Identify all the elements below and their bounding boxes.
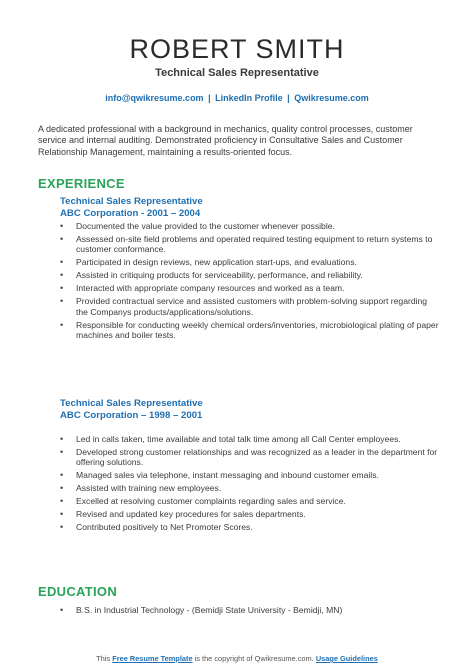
bullet-icon: • xyxy=(60,496,64,507)
bullet-icon: • xyxy=(60,470,64,481)
experience-heading: EXPERIENCE xyxy=(38,176,125,191)
list-item: • Documented the value provided to the customer whenever possible. xyxy=(60,221,335,231)
job-bullets xyxy=(60,434,440,533)
usage-guidelines-link[interactable]: Usage Guidelines xyxy=(315,654,378,663)
bullet-icon: • xyxy=(60,221,64,231)
website-link[interactable]: Qwikresume.com xyxy=(294,93,369,103)
list-item: • Managed sales via telephone, instant messaging and inbound customer emails. xyxy=(60,470,379,481)
bullet-icon: • xyxy=(60,257,64,268)
list-item: • Assisted in critiquing products for serviceability, performance, and reliability. xyxy=(60,270,363,281)
list-item: • Contributed positively to Net Promoter Scores. xyxy=(60,522,253,533)
education-entry xyxy=(60,605,440,618)
job-company: ABC Corporation - 2001 – 2004 xyxy=(60,208,201,219)
bullet-icon: • xyxy=(60,605,64,615)
list-item: • Participated in design reviews, new application start-ups, and evaluations. xyxy=(60,257,357,268)
resume-header xyxy=(0,0,474,104)
job-title: Technical Sales Representative xyxy=(60,196,203,207)
education-list xyxy=(60,605,440,615)
contact-line xyxy=(0,92,474,104)
list-item: • Interacted with appropriate company resources and worked as a team. xyxy=(60,283,345,294)
job-entry xyxy=(60,398,440,535)
list-item: • Responsible for conducting weekly chemical orders/inventories, microbiological plating of paper machines and boiler tests. xyxy=(60,319,439,341)
contact-separator: | xyxy=(208,93,211,103)
list-item: • Developed strong customer relationships and was recognized as a leader in the department for offering solutions. xyxy=(60,447,438,468)
bullet-icon: • xyxy=(60,509,64,520)
email-link[interactable]: info@qwikresume.com xyxy=(105,93,204,103)
contact-separator: | xyxy=(287,93,290,103)
list-item: • Provided contractual service and assisted customers with problem-solving support regarding the Companys products/applications/solutions. xyxy=(60,296,428,317)
bullet-icon: • xyxy=(60,483,64,494)
bullet-icon: • xyxy=(60,234,64,244)
bullet-icon: • xyxy=(60,296,64,307)
linkedin-link[interactable]: LinkedIn Profile xyxy=(215,93,283,103)
free-resume-template-link[interactable]: Free Resume Template xyxy=(112,654,193,663)
list-item: • Led in calls taken, time available and total talk time among all Call Center employees. xyxy=(60,434,401,444)
candidate-name: ROBERT SMITH xyxy=(129,34,345,64)
list-item: • Assisted with training new employees. xyxy=(60,483,222,494)
bullet-icon: • xyxy=(60,447,64,457)
job-bullets xyxy=(60,221,440,341)
list-item: • Excelled at resolving customer complaints regarding sales and service. xyxy=(60,496,346,507)
footer-prefix: This xyxy=(96,654,111,663)
bullet-icon: • xyxy=(60,434,64,444)
list-item: • B.S. in Industrial Technology - (Bemidji State University - Bemidji, MN) xyxy=(60,605,343,615)
bullet-icon: • xyxy=(60,319,64,330)
professional-summary: A dedicated professional with a background in mechanics, quality control processes, customer service and internal auditing. Demonstrated proficiency in Consultative Sales and Customer Relationship Management, maintaining a results-oriented focus. xyxy=(38,124,413,157)
copyright-footer xyxy=(0,654,474,664)
bullet-icon: • xyxy=(60,270,64,281)
footer-copyright-text: is the copyright of Qwikresume.com. xyxy=(194,654,314,663)
bullet-icon: • xyxy=(60,283,64,294)
list-item: • Assessed on-site field problems and operated required testing equipment to return systems to customer conformance. xyxy=(60,234,433,255)
job-company: ABC Corporation – 1998 – 2001 xyxy=(60,410,203,421)
education-heading: EDUCATION xyxy=(38,584,118,599)
job-title: Technical Sales Representative xyxy=(60,398,203,409)
list-item: • Revised and updated key procedures for sales departments. xyxy=(60,509,306,520)
candidate-role: Technical Sales Representative xyxy=(155,67,319,79)
job-entry xyxy=(60,196,440,343)
bullet-icon: • xyxy=(60,522,64,533)
